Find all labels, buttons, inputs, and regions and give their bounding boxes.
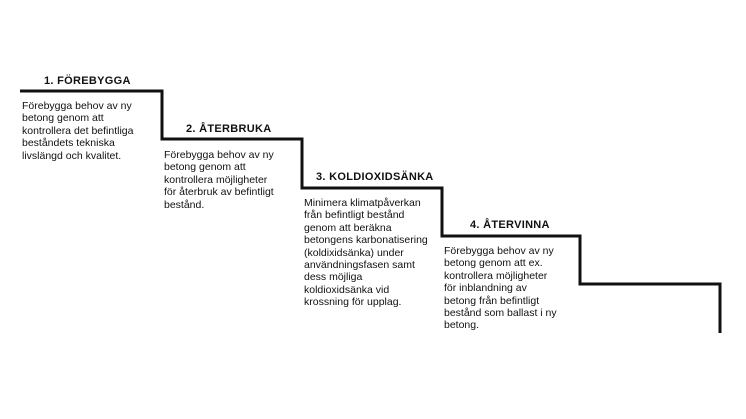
step-1-title: 1. FÖREBYGGA — [44, 75, 131, 87]
step-2-title: 2. ÅTERBRUKA — [186, 123, 272, 135]
step-3-text: Minimera klimatpåverkan från befintligt bestånd genom att beräkna betongens karbonatisering (koldixidsänka) under användningsfasen samt dess möjliga koldioxidsänka vid krossning för upplag. — [304, 197, 428, 309]
step-2-text: Förebygga behov av ny betong genom att kontrollera möjligheter för återbruk av befintligt bestånd. — [164, 149, 274, 211]
step-1-text: Förebygga behov av ny betong genom att kontrollera det befintliga beståndets tekniska livslängd och kvalitet. — [22, 100, 134, 162]
step-4-title: 4. ÅTERVINNA — [470, 219, 550, 231]
step-3-title: 3. KOLDIOXIDSÄNKA — [316, 171, 434, 183]
step-4-text: Förebygga behov av ny betong genom att ex. kontrollera möjligheter för inblandning av betong från befintligt bestånd som ballast i ny betong. — [444, 245, 557, 332]
